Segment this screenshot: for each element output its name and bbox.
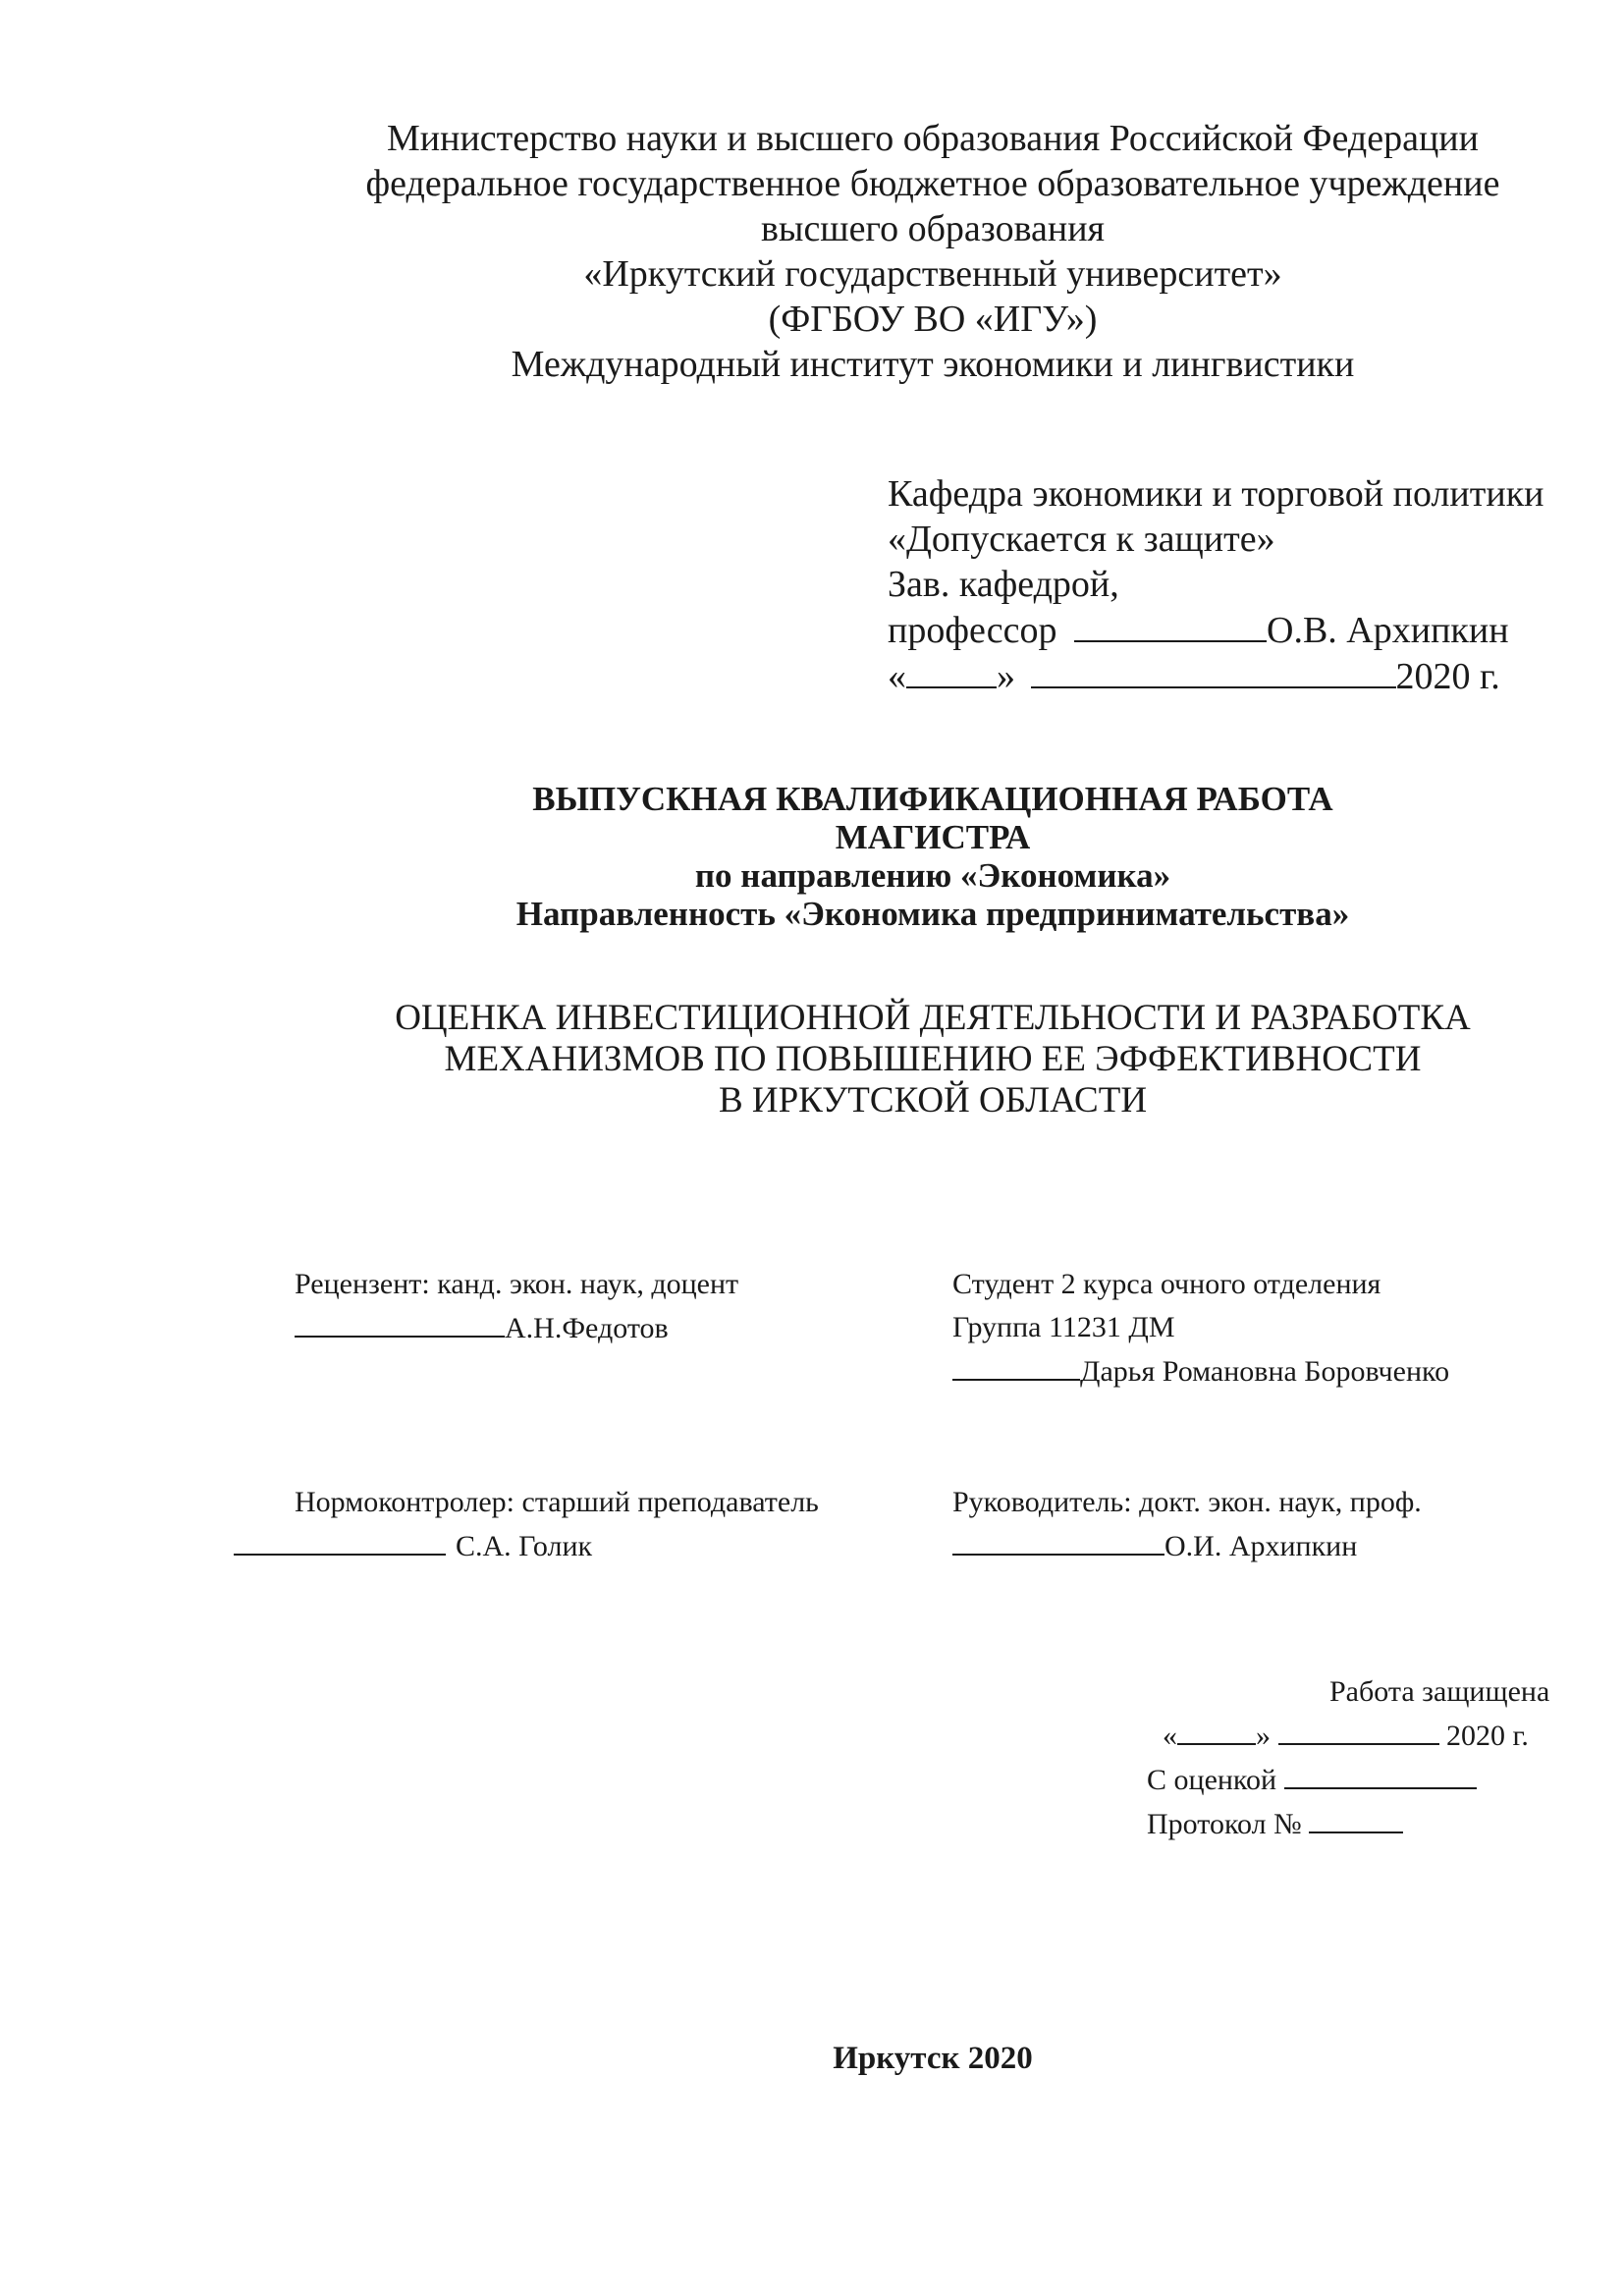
defense-status: Работа защищена xyxy=(1329,1675,1550,1708)
protocol-line xyxy=(1147,1802,1403,1846)
reviewer-title: Рецензент: канд. экон. наук, доцент xyxy=(295,1268,739,1300)
signature-blank xyxy=(952,1524,1164,1556)
student-block xyxy=(952,1263,1449,1394)
specialization: Направленность «Экономика предпринимательства» xyxy=(515,895,1350,933)
defense-year: 2020 г. xyxy=(1446,1720,1529,1752)
day-blank xyxy=(906,653,997,688)
degree-block xyxy=(0,780,1624,933)
day-blank xyxy=(1177,1714,1256,1745)
professor-prefix: профессор xyxy=(888,610,1057,651)
signature-blank xyxy=(234,1524,446,1556)
grade-label: С оценкой xyxy=(1147,1764,1277,1796)
signature-blank xyxy=(295,1306,505,1338)
topic-line-3: В ИРКУТСКОЙ ОБЛАСТИ xyxy=(718,1080,1148,1121)
reviewer-signature-line xyxy=(295,1306,738,1350)
supervisor-name: О.И. Архипкин xyxy=(1164,1530,1358,1562)
reviewer-name: А.Н.Федотов xyxy=(505,1312,669,1344)
month-blank xyxy=(1278,1714,1439,1745)
institution-header xyxy=(0,116,1624,387)
student-title: Студент 2 курса очного отделения xyxy=(952,1268,1381,1300)
normcontroller-block xyxy=(295,1481,819,1524)
approval-block xyxy=(888,471,1544,699)
protocol xyxy=(1147,1802,1403,1846)
date-quote-close: » xyxy=(997,656,1015,697)
student-signature-line xyxy=(952,1349,1449,1394)
institute-line: Международный институт экономики и лингвистики xyxy=(511,344,1355,385)
professor-name: О.В. Архипкин xyxy=(1267,610,1509,651)
direction: по направлению «Экономика» xyxy=(694,856,1171,895)
defense-date-line xyxy=(1163,1714,1529,1758)
head-of-department: Зав. кафедрой, xyxy=(888,564,1119,605)
normcontroller-signature-line xyxy=(234,1524,592,1568)
signature-blank xyxy=(1074,607,1267,642)
reviewer-block xyxy=(295,1263,738,1350)
grade xyxy=(1147,1758,1477,1802)
approval-date-line xyxy=(888,653,1544,699)
topic-line-1: ОЦЕНКА ИНВЕСТИЦИОННОЙ ДЕЯТЕЛЬНОСТИ И РАЗРАБОТКА xyxy=(395,998,1471,1038)
department-name: Кафедра экономики и торговой политики xyxy=(888,473,1544,515)
degree-level: МАГИСТРА xyxy=(835,818,1031,856)
protocol-label: Протокол № xyxy=(1147,1808,1302,1840)
supervisor-block xyxy=(952,1481,1422,1568)
professor-signature-line xyxy=(888,607,1544,653)
month-blank xyxy=(1031,653,1396,688)
date-quote-close: » xyxy=(1256,1720,1271,1752)
grade-line xyxy=(1147,1758,1477,1802)
institution-type-line: федеральное государственное бюджетное образовательное учреждение xyxy=(365,163,1500,204)
education-level-line: высшего образования xyxy=(760,208,1106,249)
signature-blank xyxy=(952,1349,1080,1381)
defense-date xyxy=(1163,1714,1529,1758)
normcontroller-title: Нормоконтролер: старший преподаватель xyxy=(295,1486,819,1518)
date-quote-open: « xyxy=(1163,1720,1177,1752)
student-group: Группа 11231 ДМ xyxy=(952,1311,1175,1343)
topic-line-2: МЕХАНИЗМОВ ПО ПОВЫШЕНИЮ ЕЕ ЭФФЕКТИВНОСТИ xyxy=(444,1039,1422,1079)
normcontroller-signature xyxy=(234,1524,592,1568)
protocol-blank xyxy=(1309,1802,1403,1833)
grade-blank xyxy=(1284,1758,1477,1789)
university-name-line: «Иркутский государственный университет» xyxy=(583,253,1282,295)
work-type: ВЫПУСКНАЯ КВАЛИФИКАЦИОННАЯ РАБОТА xyxy=(532,780,1333,818)
admit-to-defense: «Допускается к защите» xyxy=(888,519,1275,560)
university-abbr-line: (ФГБОУ ВО «ИГУ») xyxy=(768,299,1098,340)
date-quote-open: « xyxy=(888,656,906,697)
supervisor-signature-line xyxy=(952,1524,1422,1568)
student-name: Дарья Романовна Боровченко xyxy=(1080,1355,1450,1388)
thesis-topic xyxy=(0,998,1624,1121)
ministry-line: Министерство науки и высшего образования Российской Федерации xyxy=(387,118,1479,159)
normcontroller-name: С.А. Голик xyxy=(456,1530,593,1562)
supervisor-title: Руководитель: докт. экон. наук, проф. xyxy=(952,1486,1422,1518)
approval-year: 2020 г. xyxy=(1395,656,1500,697)
city-year: Иркутск 2020 xyxy=(833,2041,1033,2076)
